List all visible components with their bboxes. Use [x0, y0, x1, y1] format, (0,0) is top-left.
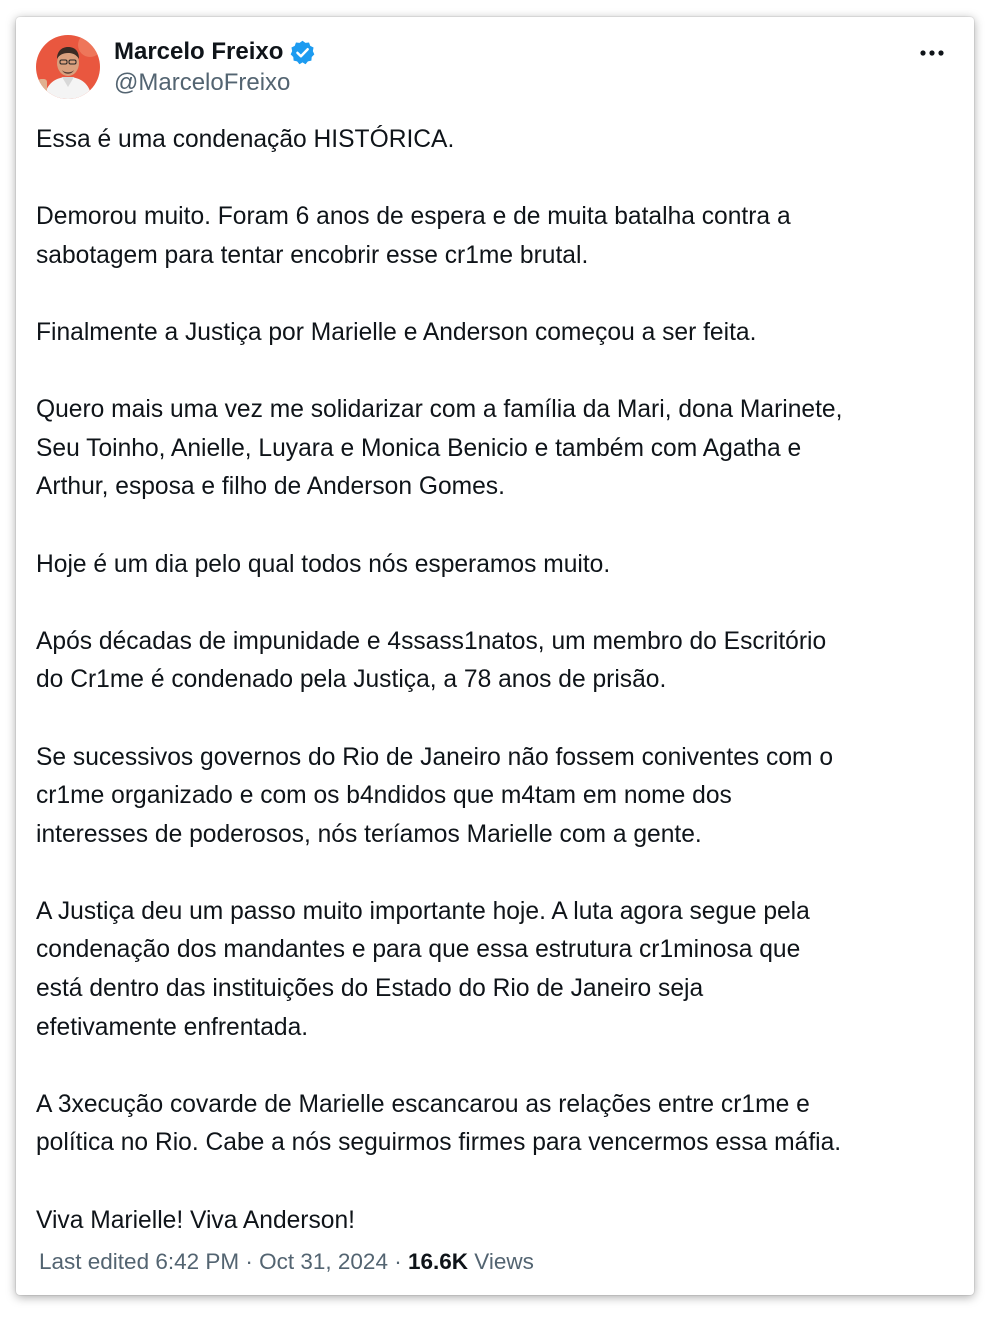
view-count[interactable]: 16.6K	[407, 1249, 469, 1274]
tweet-timestamp[interactable]: Last edited 6:42 PM · Oct 31, 2024	[39, 1249, 388, 1274]
meta-separator: ·	[387, 1249, 408, 1274]
more-horizontal-icon[interactable]	[918, 43, 946, 63]
tweet-meta	[39, 1249, 534, 1275]
tweet-card	[16, 17, 974, 1295]
tweet-paragraph: A 3xecução covarde de Marielle escancarou as relações entre cr1me e política no Rio. Cabe a nós seguirmos firmes para vencermos essa máfia.	[36, 1090, 842, 1157]
views-label: Views	[468, 1249, 534, 1274]
tweet-header	[36, 35, 954, 101]
tweet-paragraph: Viva Marielle! Viva Anderson!	[36, 1206, 355, 1234]
tweet-text	[36, 121, 961, 1240]
author-handle[interactable]: @MarceloFreixo	[114, 69, 291, 96]
tweet-paragraph: Se sucessivos governos do Rio de Janeiro não fossem coniventes com o cr1me organizado e com os b4ndidos que m4tam em nome dos interesses de poderosos, nós teríamos Marielle com a gente.	[36, 743, 833, 848]
tweet-paragraph: Finalmente a Justiça por Marielle e Anderson começou a ser feita.	[36, 318, 757, 346]
tweet-paragraph: Essa é uma condenação HISTÓRICA.	[36, 126, 455, 153]
tweet-paragraph: Após décadas de impunidade e 4ssass1natos, um membro do Escritório do Cr1me é condenado pela Justiça, a 78 anos de prisão.	[36, 627, 827, 694]
avatar-image	[36, 35, 100, 99]
tweet-paragraph: Quero mais uma vez me solidarizar com a família da Mari, dona Marinete, Seu Toinho, Anielle, Luyara e Monica Benicio e também com Agatha e Arthur, esposa e filho de Anderson Gomes.	[36, 396, 843, 501]
tweet-paragraph: A Justiça deu um passo muito importante hoje. A luta agora segue pela condenação dos mandantes e para que essa estrutura cr1minosa que está dentro das instituições do Estado do Rio de Janeiro seja efetivamente enfrentada.	[36, 897, 810, 1041]
author-display-name[interactable]: Marcelo Freixo	[114, 38, 284, 65]
profile-avatar[interactable]	[36, 35, 100, 99]
tweet-paragraph: Hoje é um dia pelo qual todos nós esperamos muito.	[36, 550, 611, 578]
author-names	[114, 37, 316, 97]
display-name-row	[114, 37, 316, 67]
tweet-paragraph: Demorou muito. Foram 6 anos de espera e de muita batalha contra a sabotagem para tentar encobrir esse cr1me brutal.	[36, 203, 791, 269]
verified-badge-icon[interactable]	[289, 39, 316, 66]
